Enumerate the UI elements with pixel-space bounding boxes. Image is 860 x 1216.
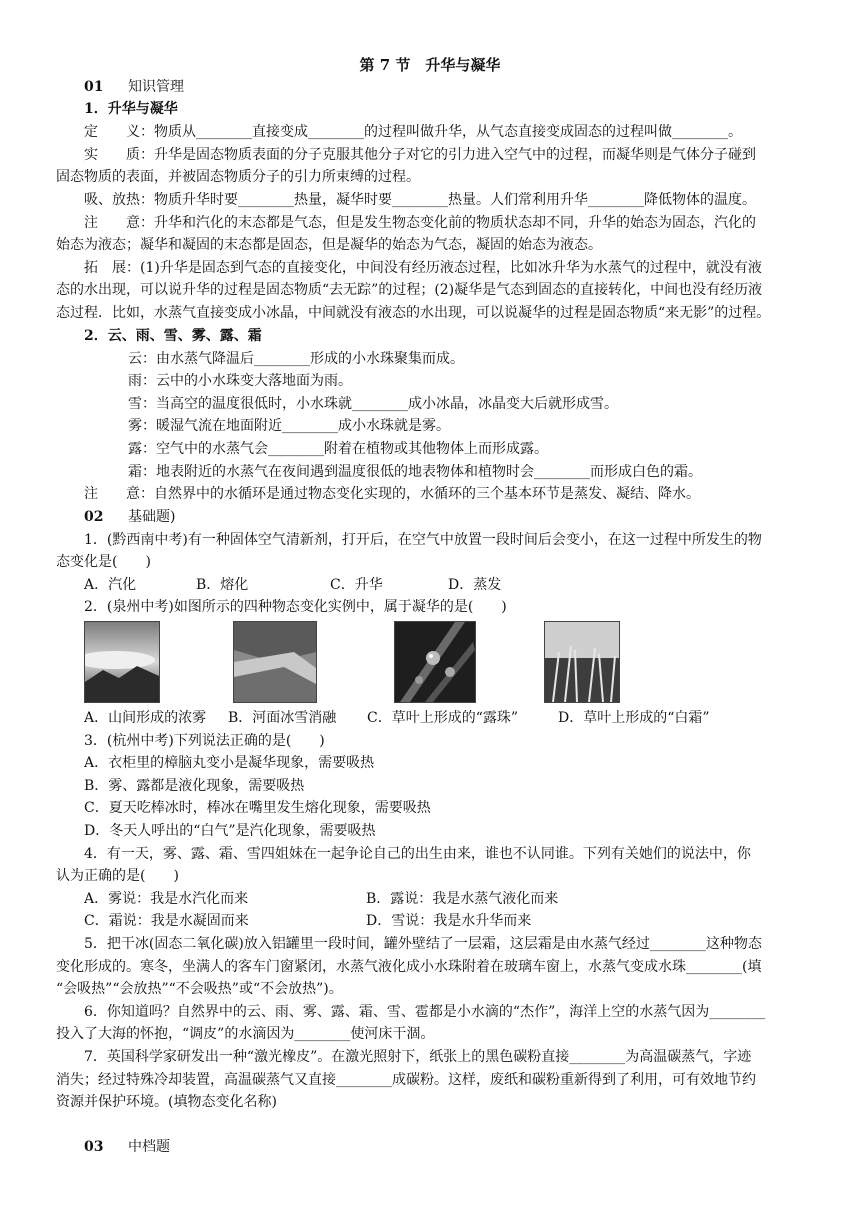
k1-line: 实 质：升华是固态物质表面的分子克服其他分子对它的引力进入空气中的过程，而凝华则是气体分子碰到 <box>84 147 756 163</box>
k2-line: 云：由水蒸气降温后________形成的小水珠聚集而成。 <box>128 351 464 367</box>
k2-title: 2．云、雨、雪、雾、露、霜 <box>84 328 262 344</box>
q5-line: 变化形成的。寒冬，坐满人的客车门窗紧闭，水蒸气液化成小水珠附着在玻璃车窗上，水蒸气变成水珠________(填 <box>56 959 762 975</box>
k2-note: 注 意：自然界中的水循环是通过物态变化实现的，水循环的三个基本环节是蒸发、凝结、降水。 <box>84 486 700 502</box>
section-medium <box>84 1136 170 1158</box>
q2-option-b: B．河面冰雪消融 <box>228 710 337 726</box>
q7-line: 7．英国科学家研发出一种“激光橡皮”。在激光照射下，纸张上的黑色碳粉直接________为高温碳蒸气，字迹 <box>84 1049 752 1065</box>
q2-option-d: D．草叶上形成的“白霜” <box>558 710 710 726</box>
page-title: 第 7 节 升华与凝华 <box>359 56 501 74</box>
k1-line: 固态物质的表面，并被固态物质分子的引力所束缚的过程。 <box>56 169 420 185</box>
q4-stem: 认为正确的是( ) <box>56 868 179 884</box>
q6-line: 投入了大海的怀抱，“调皮”的水滴因为________使河床干涸。 <box>56 1026 435 1042</box>
q3-stem: 3．(杭州中考)下列说法正确的是( ) <box>84 733 325 749</box>
q4-option-a: A．雾说：我是水汽化而来 <box>84 891 249 907</box>
k1-line: 注 意：升华和汽化的末态都是气态，但是发生物态变化前的物质状态却不同，升华的始态为固态，汽化的 <box>84 215 756 231</box>
k2-line: 雨：云中的小水珠变大落地面为雨。 <box>128 373 352 389</box>
k1-title: 1．升华与凝华 <box>84 101 178 117</box>
q3-option-b: B．雾、露都是液化现象，需要吸热 <box>84 778 305 794</box>
section-label: 中档题 <box>128 1139 170 1155</box>
section-number: 02 <box>84 509 104 525</box>
k1-line: 态过程．比如，水蒸气直接变成小冰晶，中间就没有液态的水出现，可以说凝华的过程是固态物质“来无影”的过程。 <box>56 305 771 321</box>
ice-melting-photo <box>233 621 317 703</box>
q5-line: 5．把干冰(固态二氧化碳)放入铝罐里一段时间，罐外壁结了一层霜，这层霜是由水蒸气经过________这种物态 <box>84 936 762 952</box>
q6-line: 6．你知道吗？自然界中的云、雨、雾、露、霜、雪、雹都是小水滴的“杰作”，海洋上空的水蒸气因为________ <box>84 1004 766 1020</box>
k2-line: 雾：暖湿气流在地面附近________成小水珠就是雾。 <box>128 418 450 434</box>
q1-option-b: B．熔化 <box>196 577 249 593</box>
q3-option-c: C．夏天吃棒冰时，棒冰在嘴里发生熔化现象，需要吸热 <box>84 800 431 816</box>
q7-line: 消失；经过特殊冷却装置，高温碳蒸气又直接________成碳粉。这样，废纸和碳粉重新得到了利用，可有效地节约 <box>56 1072 756 1088</box>
q2-option-c: C．草叶上形成的“露珠” <box>367 710 519 726</box>
q4-option-c: C．霜说：我是水凝固而来 <box>84 913 249 929</box>
section-basic <box>84 506 175 528</box>
section-label: 知识管理 <box>128 79 184 95</box>
q3-option-a: A．衣柜里的樟脑丸变小是凝华现象，需要吸热 <box>84 755 375 771</box>
section-label: 基础题) <box>128 509 176 525</box>
k1-line: 吸、放热：物质升华时要________热量，凝华时要________热量。人们常利用升华________降低物体的温度。 <box>84 192 756 208</box>
k2-line: 霜：地表附近的水蒸气在夜间遇到温度很低的地表物体和植物时会________而形成白色的霜。 <box>128 464 702 480</box>
q1-option-d: D．蒸发 <box>448 577 502 593</box>
q2-stem: 2．(泉州中考)如图所示的四种物态变化实例中，属于凝华的是( ) <box>84 599 507 615</box>
q1-option-a: A．汽化 <box>84 577 137 593</box>
k2-line: 露：空气中的水蒸气会________附着在植物或其他物体上而形成露。 <box>128 441 548 457</box>
section-number: 03 <box>84 1139 104 1155</box>
q7-line: 资源并保护环境。(填物态变化名称) <box>56 1094 277 1110</box>
q5-line: “会吸热”“会放热”“不会吸热”或“不会放热”)。 <box>56 981 343 997</box>
q4-option-d: D．雪说：我是水升华而来 <box>366 913 532 929</box>
q3-option-d: D．冬天人呼出的“白气”是汽化现象，需要吸热 <box>84 823 376 839</box>
k2-line: 雪：当高空的温度很低时，小水珠就________成小冰晶，冰晶变大后就形成雪。 <box>128 396 618 412</box>
k1-line: 拓 展：(1)升华是固态到气态的直接变化，中间没有经历液态过程，比如冰升华为水蒸气的过程中，就没有液 <box>84 260 762 276</box>
section-number: 01 <box>84 79 104 95</box>
q1-stem: 1．(黔西南中考)有一种固体空气清新剂，打开后，在空气中放置一段时间后会变小，在这一过程中所发生的物 <box>84 532 762 548</box>
dewdrop-photo <box>394 621 476 703</box>
k1-line: 态的水出现，可以说升华的过程是固态物质“去无踪”的过程；(2)凝华是气态到固态的直接转化，中间也没有经历液 <box>56 282 763 298</box>
q4-option-b: B．露说：我是水蒸气液化而来 <box>366 891 559 907</box>
k1-line: 始态为液态；凝华和凝固的末态都是固态，但是凝华的始态为气态，凝固的始态为液态。 <box>56 237 602 253</box>
section-knowledge <box>84 76 184 98</box>
q2-option-a: A．山间形成的浓雾 <box>84 710 207 726</box>
q4-stem: 4．有一天，雾、露、霜、雪四姐妹在一起争论自己的出生由来，谁也不认同谁。下列有关她们的说法中，你 <box>84 846 751 862</box>
fog-photo <box>84 621 160 703</box>
frost-photo <box>544 621 620 703</box>
q1-stem: 态变化是( ) <box>56 554 151 570</box>
q1-option-c: C．升华 <box>330 577 383 593</box>
k1-line: 定 义：物质从________直接变成________的过程叫做升华，从气态直接变成固态的过程叫做________。 <box>84 124 742 140</box>
